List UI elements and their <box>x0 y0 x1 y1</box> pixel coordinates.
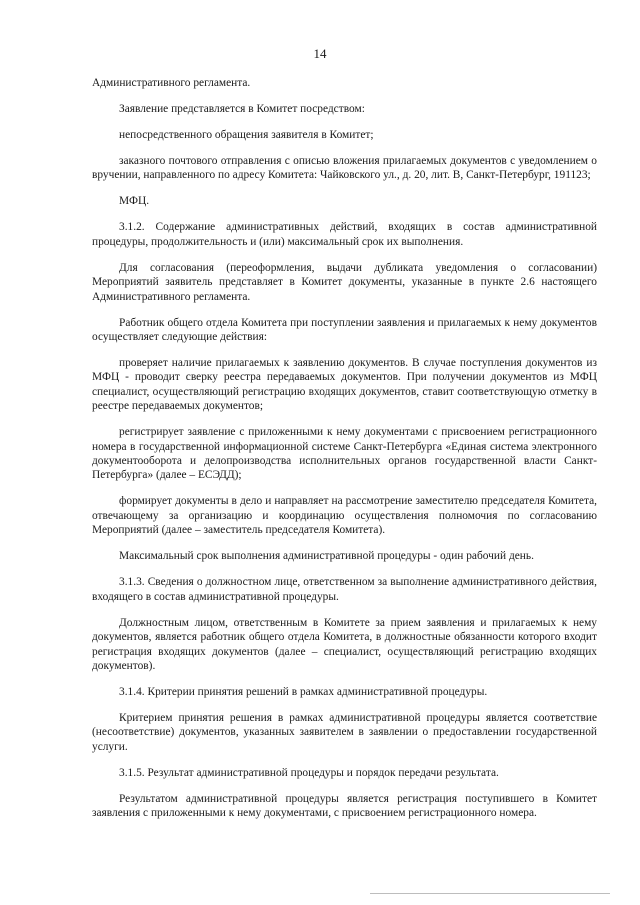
paragraph: Критерием принятия решения в рамках административной процедуры является соответствие (несоответствие) документов, указанных заявителем в заявлении о предоставлении государственной услуги. <box>92 711 597 753</box>
paragraph: Максимальный срок выполнения административной процедуры - один рабочий день. <box>119 550 534 563</box>
paragraph: Административного регламента. <box>92 77 251 89</box>
section-heading: 3.1.4. Критерии принятия решений в рамках административной процедуры. <box>119 685 488 698</box>
document-body <box>92 76 597 832</box>
paragraph: заказного почтового отправления с описью вложения прилагаемых документов с уведомлением о вручении, направленного по адресу Комитета: Чайковского ул., д. 20, лит. В, Санкт-Петербург, 191123; <box>92 155 597 182</box>
section-heading: 3.1.2. Содержание административных действий, входящих в состав административной процедуры, продолжительность и (или) максимальный срок их выполнения. <box>92 221 597 248</box>
paragraph: МФЦ. <box>119 195 150 208</box>
paragraph: Работник общего отдела Комитета при поступлении заявления и прилагаемых к нему документов осуществляет следующие действия: <box>92 316 597 344</box>
paragraph: Заявление представляется в Комитет посредством: <box>119 103 365 115</box>
paragraph: Для согласования (переоформления, выдачи дубликата уведомления о согласовании) Мероприятий заявитель представляет в Комитет документы, указанные в пункте 2.6 настоящего Административного регламента. <box>92 261 597 303</box>
paragraph: Должностным лицом, ответственным в Комитете за прием заявления и прилагаемых к нему документов, является работник общего отдела Комитета, в должностные обязанности которого входит регистрация входящих документов (далее – специалист, осуществляющий регистрацию входящих документов). <box>92 616 597 672</box>
paragraph: регистрирует заявление с приложенными к нему документами с присвоением регистрационного номера в государственной информационной системе Санкт-Петербурга «Единая система электронного документооборота и делопроизводства исполнительных органов государственной власти Санкт-Петербурга» (далее – ЕСЭДД); <box>92 426 597 482</box>
paragraph: проверяет наличие прилагаемых к заявлению документов. В случае поступления документов из МФЦ - проводит сверку реестра передаваемых документов. При получении документов из МФЦ специалист, осуществляющий регистрацию входящих документов, ставит соответствующую отметку в реестре передаваемых документов; <box>92 357 597 413</box>
footer-rule <box>370 893 610 894</box>
paragraph: формирует документы в дело и направляет на рассмотрение заместителю председателя Комитета, отвечающему за организацию и координацию осуществления полномочия по согласованию Мероприятий (далее – заместитель председателя Комитета). <box>92 495 597 537</box>
paragraph: Результатом административной процедуры является регистрация поступившего в Комитет заявления с приложенными к нему документами, с присвоением регистрационного номера. <box>92 792 597 820</box>
page-number: 14 <box>313 46 327 61</box>
section-heading: 3.1.5. Результат административной процедуры и порядок передачи результата. <box>119 766 499 779</box>
section-heading: 3.1.3. Сведения о должностном лице, ответственном за выполнение административного действия, входящего в состав административной процедуры. <box>92 576 597 603</box>
paragraph: непосредственного обращения заявителя в Комитет; <box>119 129 374 141</box>
